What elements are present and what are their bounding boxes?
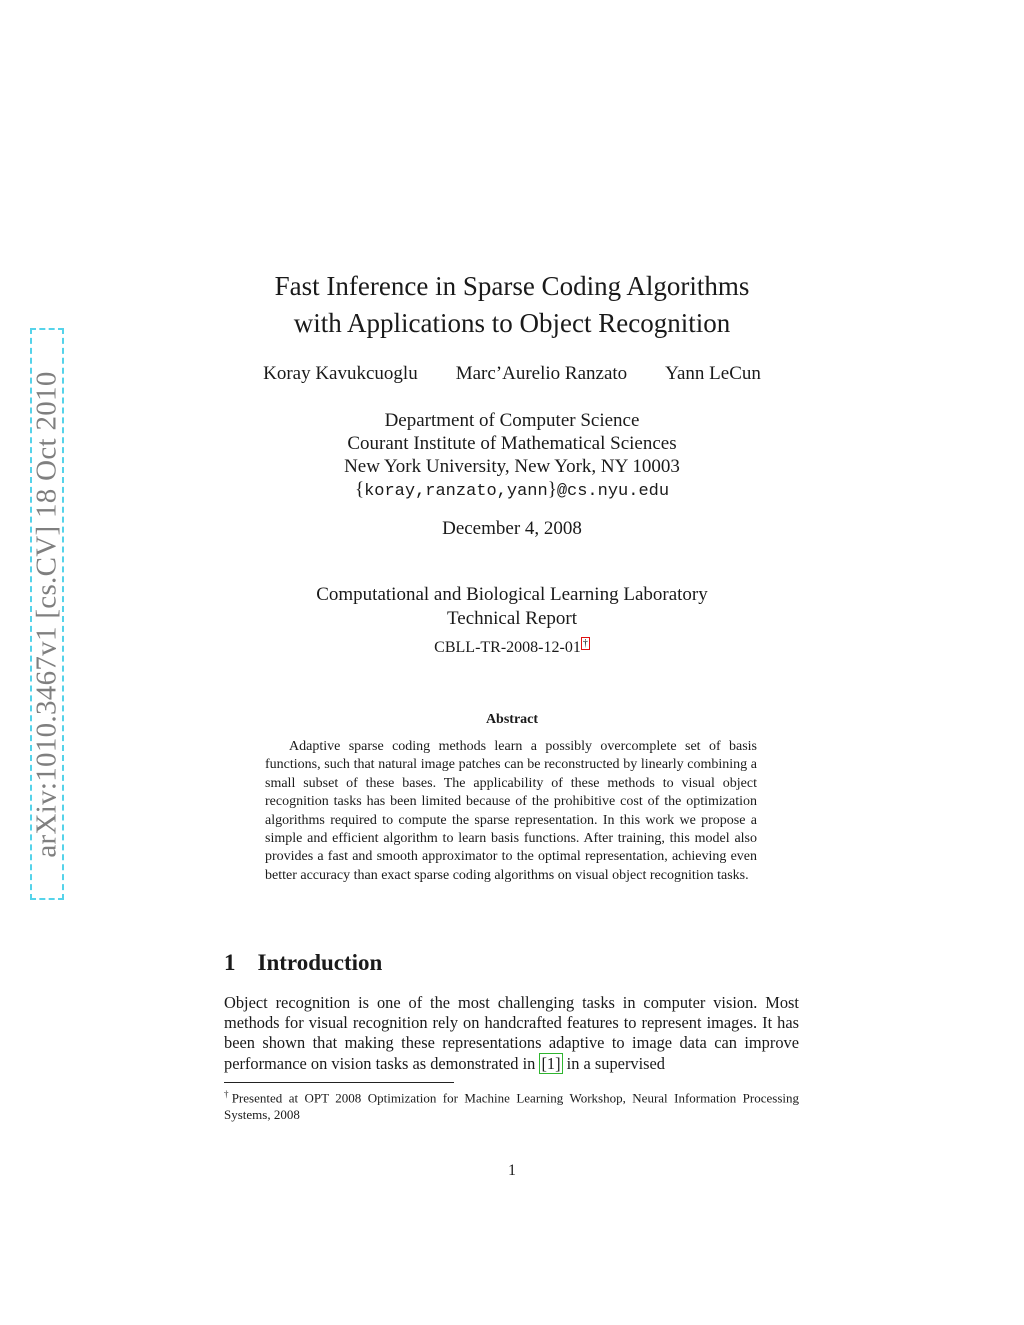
paper-title (200, 268, 824, 342)
author-2: Marc’Aurelio Ranzato (455, 363, 628, 384)
email (200, 478, 824, 503)
author-3: Yann LeCun (665, 363, 761, 384)
institute: Courant Institute of Mathematical Sciences (347, 433, 677, 454)
university: New York University, New York, NY 10003 (344, 456, 680, 477)
footnote-link[interactable]: † (582, 638, 588, 649)
abstract-text: Adaptive sparse coding methods learn a possibly overcomplete set of basis functions, such that natural image patches can be reconstructed by linearly combining a small subset of these bases. The applicability of these methods to visual object recognition tasks has been limited because of the prohibitive cost of the optimization algorithms required to compute the sparse representation. In this work we propose a simple and efficient algorithm to learn basis functions. After training, this model also provides a fast and smooth approximator to the optimal representation, achieving even better accuracy than exact sparse coding algorithms on visual object recognition tasks. (265, 739, 757, 883)
footnote (224, 1086, 799, 1123)
email-domain: @cs.nyu.edu (556, 482, 670, 501)
affiliation (200, 409, 824, 503)
arxiv-id[interactable]: arXiv:1010.3467v1 [cs.CV] 18 Oct 2010 (30, 370, 63, 858)
intro-text-end: in a supervised (562, 1053, 665, 1073)
department: Department of Computer Science (384, 410, 640, 431)
section-number: 1 (224, 950, 236, 975)
page-number: 1 (508, 1162, 516, 1179)
section-heading (224, 950, 382, 976)
report-id-text: CBLL-TR-2008-12-01 (434, 639, 581, 656)
paper-date: December 4, 2008 (442, 518, 582, 539)
arxiv-stamp[interactable] (30, 328, 64, 900)
citation-link[interactable]: [1] (541, 1053, 561, 1073)
intro-text: Object recognition is one of the most challenging tasks in computer vision. Most methods for visual recognition rely on handcrafted features to represent images. It has been shown that making these representations adaptive to image data can improve performance on vision tasks as demonstrated in (224, 993, 799, 1073)
author-list (200, 363, 824, 385)
footnote-text: Presented at OPT 2008 Optimization for Machine Learning Workshop, Neural Information Processing Systems, 2008 (224, 1090, 799, 1123)
report-id (200, 638, 824, 657)
intro-paragraph (224, 993, 799, 1074)
footnote-rule (224, 1082, 454, 1083)
footnote-mark: † (224, 1089, 232, 1099)
section-title: Introduction (257, 950, 383, 975)
email-names: koray,ranzato,yann (364, 482, 548, 501)
abstract-heading: Abstract (485, 712, 539, 727)
lab-block (200, 583, 824, 631)
email-brace-open: { (354, 479, 365, 500)
report-type: Technical Report (446, 608, 578, 629)
title-line-2: with Applications to Object Recognition (293, 308, 731, 338)
email-brace-close: } (547, 479, 557, 500)
lab-name: Computational and Biological Learning Laboratory (316, 584, 708, 605)
author-1: Koray Kavukcuoglu (263, 363, 418, 384)
title-line-1: Fast Inference in Sparse Coding Algorithms (274, 271, 750, 301)
